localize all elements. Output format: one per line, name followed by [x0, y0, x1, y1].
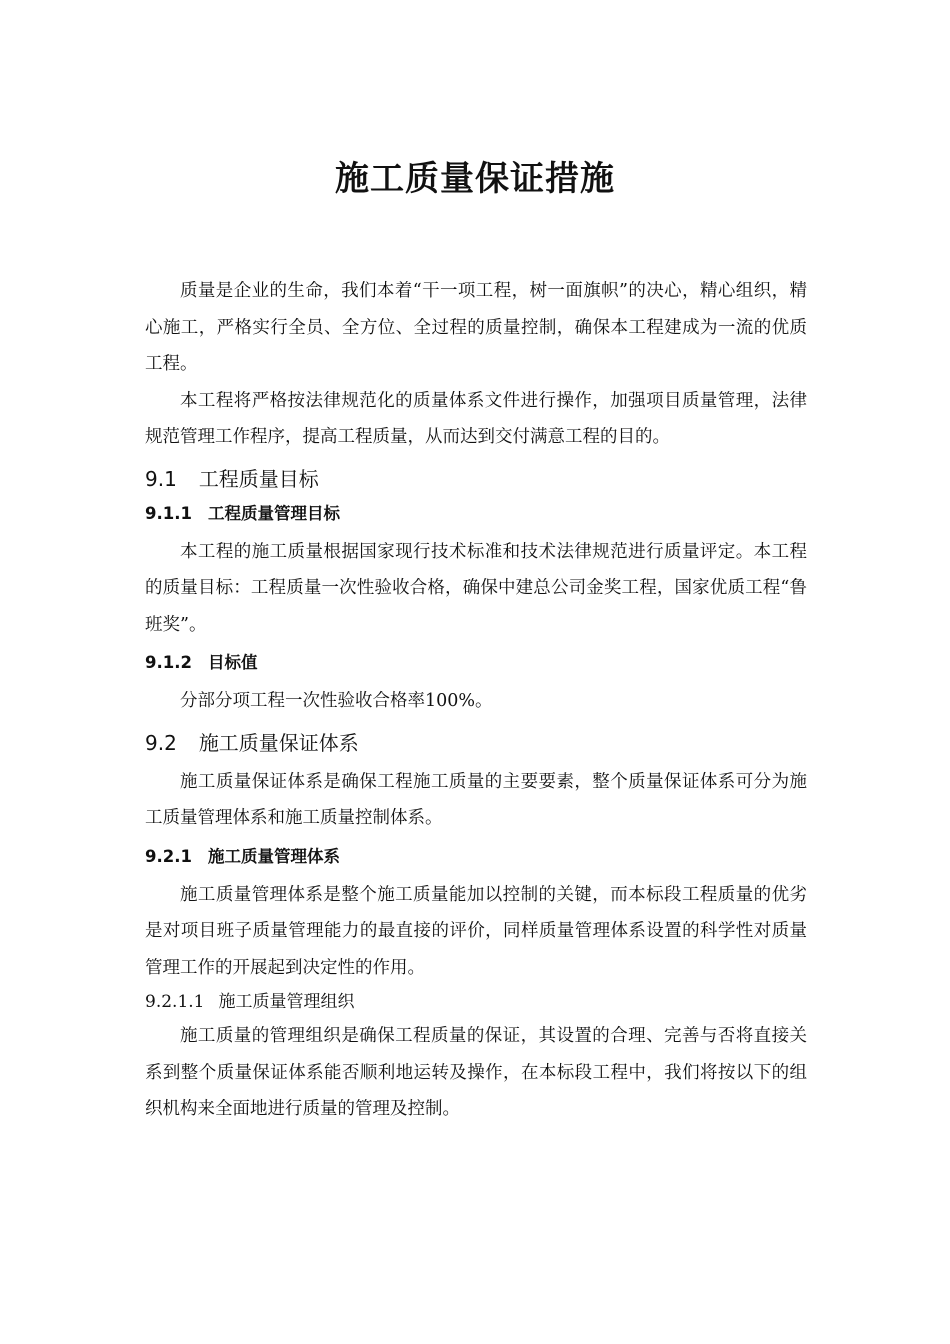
- section-number: 9.1: [145, 466, 177, 491]
- section-9-2-1-paragraph: 施工质量管理体系是整个施工质量能加以控制的关键，而本标段工程质量的优劣是对项目班子质量管理能力的最直接的评价，同样质量管理体系设置的科学性对质量管理工作的开展起到决定性的作用。: [145, 884, 807, 978]
- section-title: 工程质量管理目标: [207, 503, 340, 523]
- document-body: [145, 273, 807, 1128]
- intro-paragraph-2: 本工程将严格按法律规范化的质量体系文件进行操作，加强项目质量管理，法律规范管理工作程序，提高工程质量，从而达到交付满意工程的目的。: [145, 390, 807, 447]
- section-9-1-1-paragraph: 本工程的施工质量根据国家现行技术标准和技术法律规范进行质量评定。本工程的质量目标：工程质量一次性验收合格，确保中建总公司金奖工程，国家优质工程“鲁班奖”。: [145, 541, 807, 635]
- section-9-2-paragraph: 施工质量保证体系是确保工程施工质量的主要要素，整个质量保证体系可分为施工质量管理体系和施工质量控制体系。: [145, 771, 807, 828]
- section-9-1-2-paragraph: 分部分项工程一次性验收合格率100%。: [180, 691, 493, 711]
- section-title: 施工质量保证体系: [198, 730, 359, 755]
- section-heading-9-2-1-1: [145, 986, 807, 1018]
- section-title: 工程质量目标: [198, 466, 319, 491]
- section-heading-9-2-1: [145, 843, 807, 871]
- section-number: 9.2: [145, 730, 177, 755]
- intro-paragraph-1: 质量是企业的生命，我们本着“干一项工程，树一面旗帜”的决心，精心组织，精心施工，严格实行全员、全方位、全过程的质量控制，确保本工程建成为一流的优质工程。: [145, 281, 807, 374]
- section-heading-9-2: [145, 728, 807, 758]
- document-title: 施工质量保证措施: [335, 159, 615, 199]
- section-9-2-1-1-paragraph: 施工质量的管理组织是确保工程质量的保证，其设置的合理、完善与否将直接关系到整个质量保证体系能否顺利地运转及操作，在本标段工程中，我们将按以下的组织机构来全面地进行质量的管理及控制。: [145, 1026, 807, 1119]
- section-number: 9.2.1.1: [145, 992, 205, 1012]
- section-title: 目标值: [207, 653, 258, 672]
- section-title: 施工质量管理组织: [218, 992, 355, 1012]
- section-number: 9.1.2: [145, 653, 192, 672]
- section-number: 9.1.1: [145, 503, 192, 523]
- section-heading-9-1: [145, 464, 807, 494]
- section-number: 9.2.1: [145, 846, 192, 866]
- section-heading-9-1-2: [145, 649, 807, 677]
- section-title: 施工质量管理体系: [207, 846, 340, 866]
- section-heading-9-1-1: [145, 500, 807, 528]
